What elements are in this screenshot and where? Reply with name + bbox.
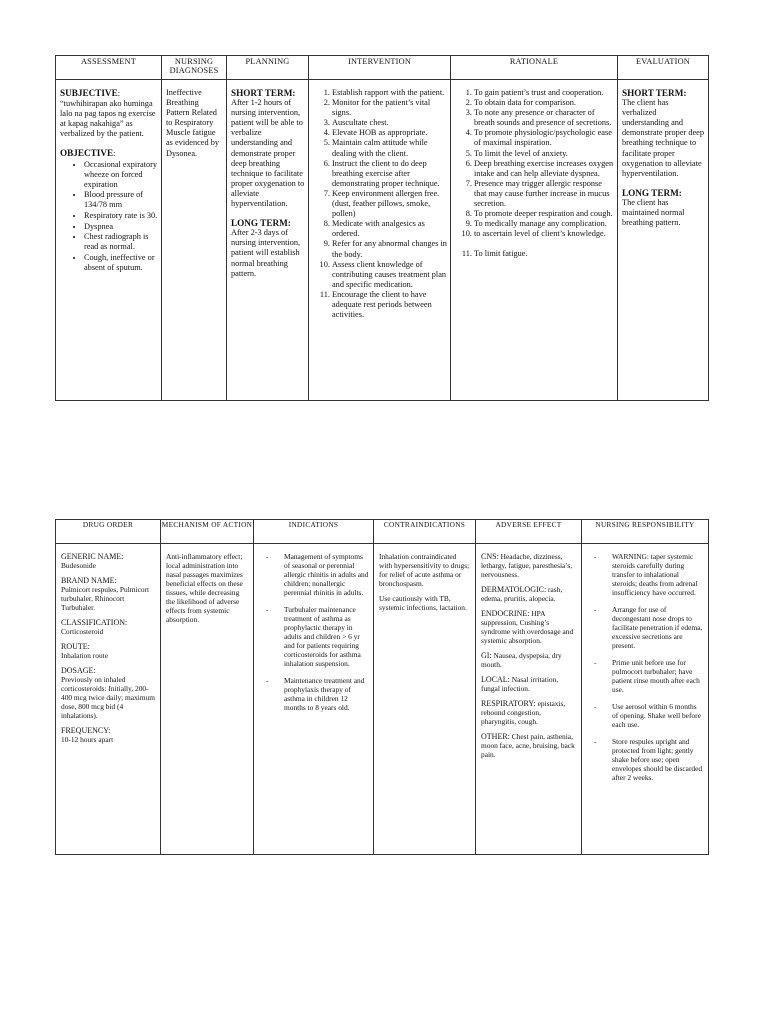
brand-name-section [61,576,156,612]
generic-name-label: GENERIC NAME: [61,552,124,561]
brand-name-value: Pulmicort respules, Pulmicort turbuhaler, Rhinocort Turbuhaler. [61,585,150,612]
intervention-item: 11. Encourage the client to have adequate rest periods between activities. [332,290,447,320]
intervention-item: 3. Auscultate chest. [332,118,447,128]
rationale-item: 8. To promote deeper respiration and cough. [474,209,614,219]
rationale-item: 7. Presence may trigger allergic response that may cause further increase in mucus secretion. [474,179,614,209]
planning-long-term-text: After 2-3 days of nursing intervention, patient will establish normal breathing pattern. [231,228,301,278]
evaluation-cell [618,80,709,401]
adverse-effect-cell [476,544,582,855]
intervention-item: 8. Medicate with analgesics as ordered. [332,219,447,239]
planning-cell [227,80,309,401]
objective-label: OBJECTIVE [60,148,114,159]
intervention-cell [309,80,451,401]
intervention-item: 5. Maintain calm attitude while dealing with the client. [332,138,447,158]
adverse-cns: CNS: Headache, dizziness, lethargy, fatigue, paresthesia’s, nervousness. [481,552,573,579]
evaluation-short-term-label: SHORT TERM: [622,88,687,98]
planning-short-term-label: SHORT TERM: [231,88,296,98]
rationale-item: 2. To obtain data for comparison. [474,98,614,108]
intervention-item: 6. Instruct the client to do deep breathing exercise after demonstrating proper technique. [332,159,447,189]
rationale-item: 4. To promote physiologic/psychologic ease of maximal inspiration. [474,128,614,148]
header-evaluation: EVALUATION [618,56,709,80]
care-plan-header-row [56,56,709,80]
nursing-care-plan-table [55,55,709,401]
header-contraindications: CONTRAINDICATIONS [374,520,476,544]
classification-value: Corticosteroid [61,627,104,636]
header-adverse-effect: ADVERSE EFFECT [476,520,582,544]
responsibility-item: - Store respules upright and protected from light; gently shake before use; open envelopes should be discarded after 2 weeks. [594,737,704,782]
drug-study-table [55,519,709,855]
adverse-dermatologic: DERMATOLOGIC: rash, edema, pruritis, alopecia. [481,585,563,603]
objective-item: • Respiratory rate is 30. [84,211,158,221]
indication-item: - Maintenance treatment and prophylaxis therapy of asthma in children 12 months to 8 years old. [266,676,369,712]
rationale-item: 3. To note any presence or character of breath sounds and presence of secretions. [474,108,614,128]
diagnosis-cell [162,80,227,401]
intervention-item: 10. Assess client knowledge of contributing causes treatment plan and specific medication. [332,260,447,290]
intervention-item: 1. Establish rapport with the patient. [332,88,447,98]
dosage-section [61,666,156,720]
intervention-item: 7. Keep environment allergen free. (dust, feather pillows, smoke, pollen) [332,189,447,219]
header-rationale: RATIONALE [451,56,618,80]
assessment-cell [56,80,162,401]
rationale-item: 9. To medically manage any complication. [474,219,614,229]
generic-name-section [61,552,156,570]
mechanism-text: Anti-inflammatory effect; local administration into nasal passages maximizes beneficial effects on these tissues, while decreasing the likelihood of adverse effects from systemic absorption. [166,552,243,624]
adverse-gi: GI: Nausea, dyspepsia, dry mouth. [481,651,562,669]
frequency-label: FREQUENCY: [61,726,111,735]
adverse-endocrine: ENDOCRINE: HPA suppression, Cushing’s syndrome with overdosage and systemic absorption. [481,609,574,645]
adverse-respiratory: RESPIRATORY: epistaxis, rebound congestion, pharyngitis, cough. [481,699,566,726]
header-mechanism-of-action: MECHANISM OF ACTION [161,520,254,544]
subjective-text: “tuwhihirapan ako huminga lalo na pag tapos ng exercise at kapag nakahiga” as verbalized by the patient. [60,99,156,139]
route-value: Inhalation route [61,651,108,660]
mechanism-cell [161,544,254,855]
responsibility-item: - Use aerosol within 6 months of opening. Shake well before each use. [594,702,704,729]
route-section [61,642,156,660]
intervention-item: 4. Elevate HOB as appropriate. [332,128,447,138]
indication-item: - Turbuhaler maintenance treatment of asthma as prophylactic therapy in adults and children > 6 yr and for patients requiring corticosteroids for asthma inhalation suspension. [266,605,369,668]
rationale-item: 6. Deep breathing exercise increases oxygen intake and can help alleviate dyspnea. [474,159,614,179]
contraindication-item: Inhalation contraindicated with hypersensitivity to drugs; for relief of acute asthma or bronchospasm. [379,552,470,588]
evaluation-long-term-text: The client has maintained normal breathing pattern. [622,197,685,228]
classification-section [61,618,156,636]
frequency-section [61,726,156,744]
generic-name-value: Budesonide [61,561,96,570]
contraindication-item: Use cautiously with TB, systemic infections, lactation. [379,594,467,612]
rationale-cell [451,80,618,401]
route-label: ROUTE: [61,642,90,651]
objective-list [60,160,158,274]
dosage-value: Previously on inhaled corticosteroids: Initially, 200-400 mcg twice daily; maximum dose, 800 mcg bid (4 inhalations). [61,675,156,720]
subjective-label: SUBJECTIVE [60,88,118,98]
objective-item: • Chest radiograph is read as normal. [84,232,158,252]
drug-study-body-row [56,544,709,855]
adverse-local: LOCAL: Nasal irritation, fungal infection. [481,675,559,693]
intervention-list [313,88,447,320]
drug-order-cell [56,544,161,855]
frequency-value: 10-12 hours apart [61,735,114,744]
header-assessment: ASSESSMENT [56,56,162,80]
responsibility-item: - Arrange for use of decongestant nose drops to facilitate penetration if edema, excessive secretions are present. [594,605,704,650]
rationale-item: 11. To limit fatigue. [474,249,614,259]
classification-label: CLASSIFICATION: [61,618,128,627]
objective-item: • Blood pressure of 134/78 mm [84,190,158,210]
header-intervention: INTERVENTION [309,56,451,80]
indication-item: - Management of symptoms of seasonal or perennial allergic rhinitis in adults and children; nonallergic perennial rhinitis in adults. [266,552,369,597]
intervention-item: 2. Monitor for the patient’s vital signs. [332,98,447,118]
nursing-responsibility-cell [582,544,709,855]
responsibility-item: - Prime unit before use for pulmocort turbuhaler; have patient rinse mouth after each use. [594,658,704,694]
objective-block: OBJECTIVE: [60,148,116,159]
header-drug-order: DRUG ORDER [56,520,161,544]
drug-study-header-row [56,520,709,544]
rationale-item: 1. To gain patient’s trust and cooperation. [474,88,614,98]
objective-item: • Occasional expiratory wheeze on forced expiration [84,160,158,190]
header-nursing-diagnoses: NURSING DIAGNOSES [162,56,227,80]
adverse-other: OTHER: Chest pain, asthenia, moon face, acne, bruising, back pain. [481,732,575,759]
evaluation-short-term-text: The client has verbalized understanding and demonstrate proper deep breathing technique to facilitate proper oxygenation to alleviate hyperventilation. [622,98,705,178]
dosage-label: DOSAGE: [61,666,96,675]
objective-item: • Dyspnea [84,222,158,232]
planning-short-term-text: After 1-2 hours of nursing intervention, patient will be able to verbalize understanding and demonstrate proper deep breathing technique to facilitate proper oxygenation to alleviate hyperventilation. [231,98,305,209]
indications-list [259,552,369,712]
evaluation-long-term-label: LONG TERM: [622,187,682,198]
brand-name-label: BRAND NAME: [61,576,117,585]
rationale-item: 10. to ascertain level of client’s knowledge. [474,229,614,239]
responsibility-item: - WARNING: taper systemic steroids carefully during transfer to inhalational steroids; deaths from adrenal insufficiency have occurred. [594,552,704,597]
rationale-item: 5. To limit the level of anxiety. [474,149,614,159]
planning-long-term-label: LONG TERM: [231,218,291,229]
header-indications: INDICATIONS [254,520,374,544]
nursing-responsibility-list [587,552,704,782]
diagnosis-text: Ineffective Breathing Pattern Related to Respiratory Muscle fatigue as evidenced by Dysonea. [166,88,219,158]
header-nursing-responsibility: NURSING RESPONSIBILITY [582,520,709,544]
subjective-block: SUBJECTIVE: “tuwhihirapan ako huminga lalo na pag tapos ng exercise at kapag nakahiga” as verbalized by the patient. [60,88,156,139]
rationale-list [455,88,614,260]
contraindications-cell [374,544,476,855]
objective-item: • Cough, ineffective or absent of sputum. [84,253,158,273]
care-plan-body-row [56,80,709,401]
indications-cell [254,544,374,855]
intervention-item: 9. Refer for any abnormal changes in the body. [332,239,447,259]
header-planning: PLANNING [227,56,309,80]
